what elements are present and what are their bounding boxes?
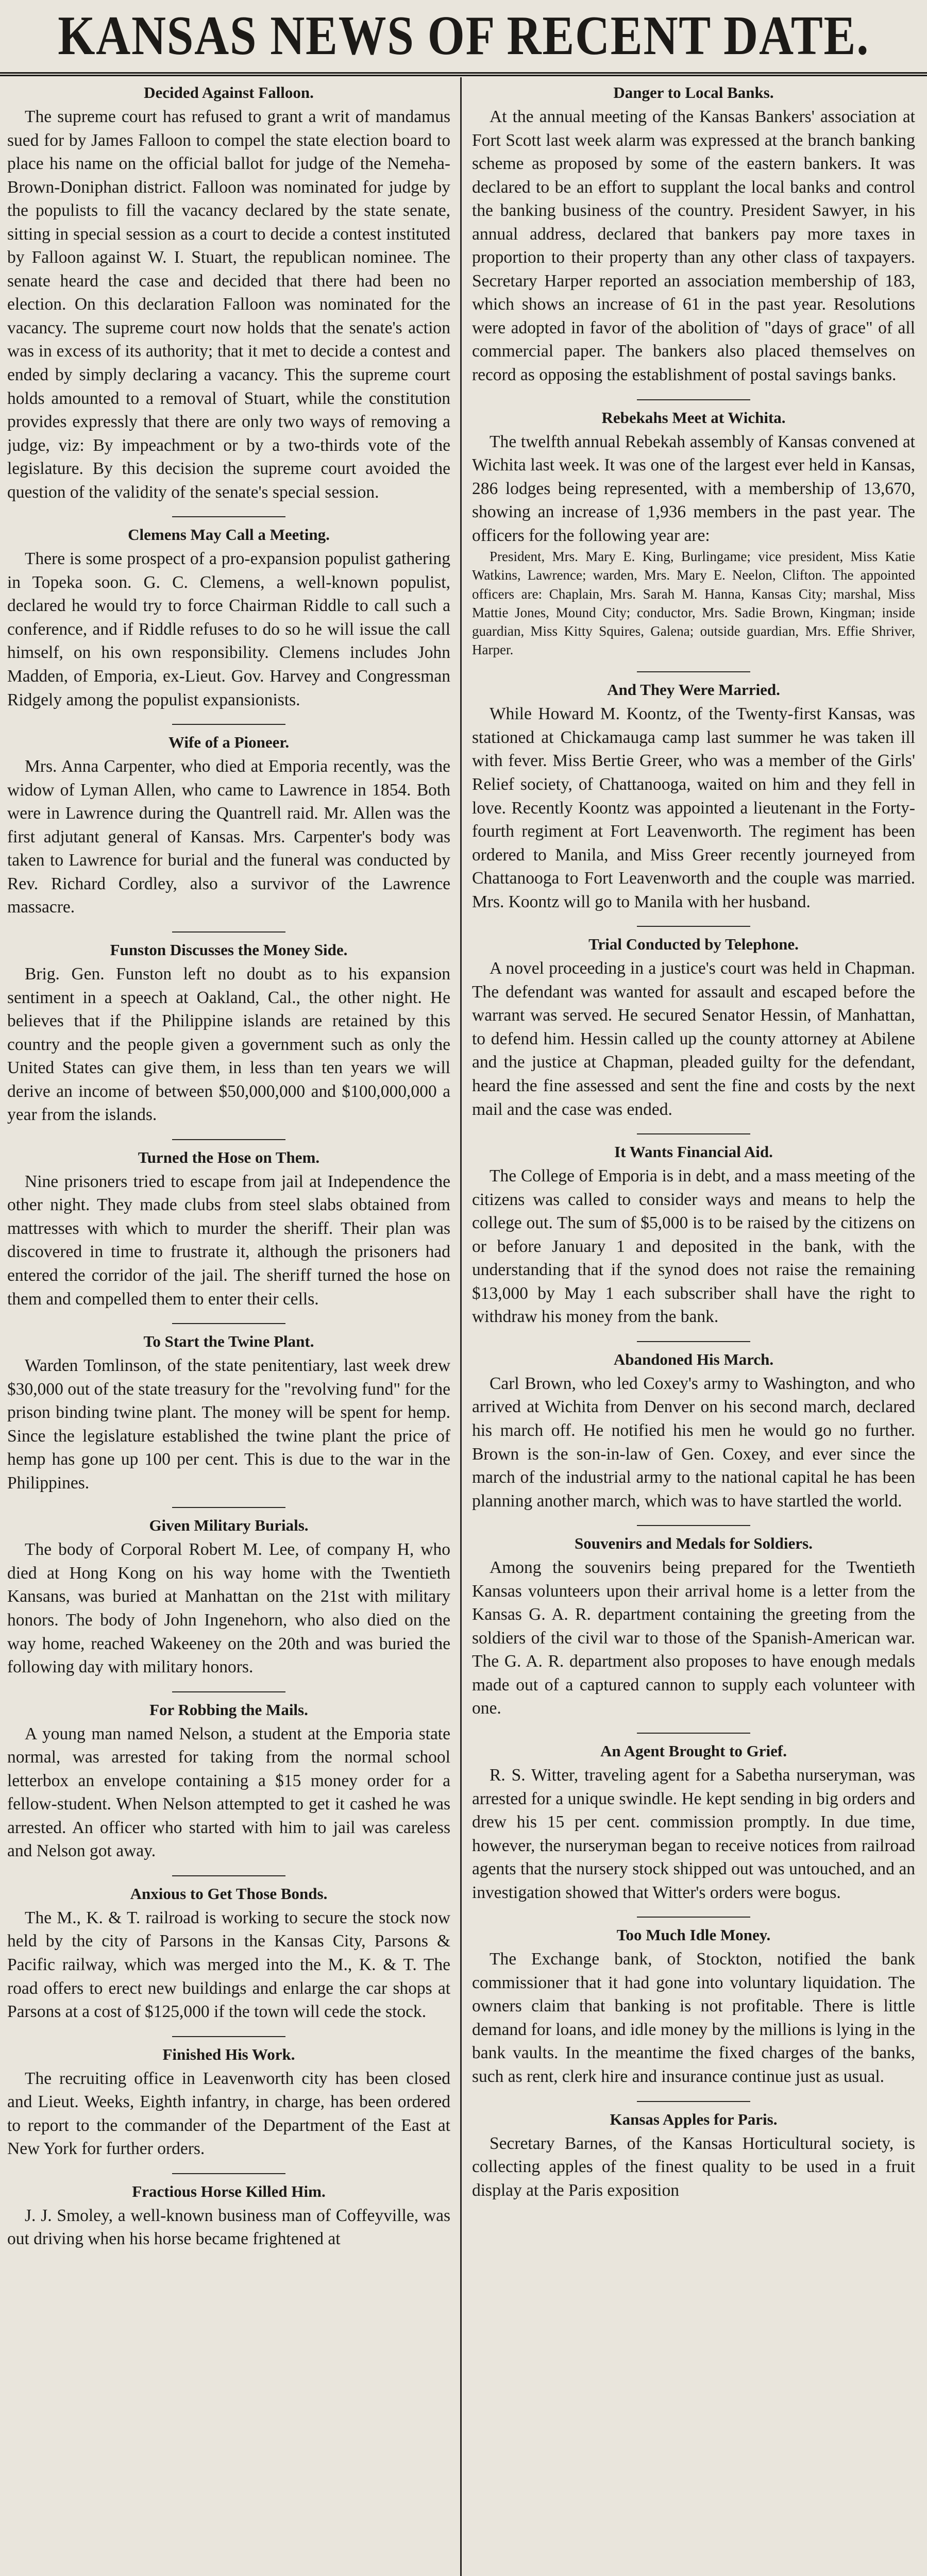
article-headline: Clemens May Call a Meeting. bbox=[128, 526, 330, 544]
article-separator bbox=[172, 2036, 285, 2037]
article-body: While Howard M. Koontz, of the Twenty-first Kansas, was stationed at Chickamauga camp last summer he was taken ill with fever. Miss Bertie Greer, who was a member of the Girls' Relief society, of Chattanooga, waited on him and they fell in love. Recently Koontz was appointed a lieutenant in the Forty-fourth regiment at Fort Leavenworth. The regiment has been ordered to Manila, and Miss Greer recently journeyed from Chattanooga to Fort Leavenworth and the couple was married. Mrs. Koontz will go to Manila with her husband. bbox=[472, 704, 915, 911]
article-body: The M., K. & T. railroad is working to secure the stock now held by the city of Parsons in the Kansas City, Parsons & Pacific railway, which was merged into the M., K. & T. The road offers to erect new buildings and enlarge the car shops at Parsons at a cost of $125,000 if the town will cede the stock. bbox=[7, 1908, 450, 2022]
article-headline: Funston Discusses the Money Side. bbox=[110, 940, 348, 959]
article-body: The College of Emporia is in debt, and a mass meeting of the citizens was called to consider ways and means to help the college out. The sum of $5,000 is to be raised by the citizens on or before January 1 and deposited in the bank, with the understanding that if the synod does not raise the remaining $13,000 by May 1 each subscriber shall have the right to withdraw his money from the bank. bbox=[472, 1166, 915, 1327]
article-headline: Danger to Local Banks. bbox=[613, 83, 774, 101]
article-body: A young man named Nelson, a student at the Emporia state normal, was arrested for taking from the normal school letterbox an envelope containing a $15 money order for a fellow-student. When Nelson attempted to get it cashed he was arrested. An officer who started with him to jail was careless and Nelson got away. bbox=[7, 1724, 450, 1861]
article-body: The twelfth annual Rebekah assembly of Kansas convened at Wichita last week. It was one of the largest ever held in Kansas, 286 lodges being represented, with a membership of 13,670, showing an increase of 1,936 members in the past year. The officers for the following year are: bbox=[472, 432, 915, 545]
article bbox=[7, 1885, 450, 2024]
article-body: There is some prospect of a pro-expansion populist gathering in Topeka soon. G. C. Clemens, a well-known populist, declared he would try to force Chairman Riddle to call such a conference, and if Riddle refuses to do so he will issue the call himself, on his own responsibility. Clemens includes John Madden, of Emporia, ex-Lieut. Gov. Harvey and Congressman Ridgely among the populist expansionists. bbox=[7, 549, 450, 709]
article-headline: Kansas Apples for Paris. bbox=[610, 2110, 778, 2128]
left-column bbox=[7, 81, 450, 2576]
article-separator bbox=[637, 1341, 750, 1342]
article-body: Carl Brown, who led Coxey's army to Washington, and who arrived at Wichita from Denver on his second march, declared his march off. He notified his men he would go no further. Brown is the son-in-law of Gen. Coxey, and ever since the march of the industrial army to the national capital he has been planning another march, which was to have startled the world. bbox=[472, 1374, 915, 1511]
article-separator bbox=[172, 931, 285, 933]
article-separator bbox=[637, 2101, 750, 2102]
article-separator bbox=[637, 926, 750, 927]
article-headline: Finished His Work. bbox=[162, 2045, 295, 2063]
article-headline: To Start the Twine Plant. bbox=[143, 1332, 314, 1351]
article-separator bbox=[172, 724, 285, 725]
article-headline: Turned the Hose on Them. bbox=[138, 1148, 320, 1166]
article bbox=[7, 1516, 450, 1679]
article-body: The Exchange bank, of Stockton, notified the bank commissioner that it had gone into voluntary liquidation. The owners claim that banking is not profitable. There is little demand for loans, and idle money by the millions is lying in the bank vaults. In the meantime the fixed charges of the banks, such as rent, clerk hire and insurance continue just as usual. bbox=[472, 1950, 915, 2087]
article bbox=[7, 526, 450, 711]
article-headline: Anxious to Get Those Bonds. bbox=[130, 1884, 328, 1903]
article-body: The body of Corporal Robert M. Lee, of company H, who died at Hong Kong on his way home with the Twentieth Kansans, was buried at Manhattan on the 21st with military honors. The body of John Ingenehorn, who also died on the way home, reached Wakeeney on the 20th and was buried the following day with military honors. bbox=[7, 1540, 450, 1677]
article-body: At the annual meeting of the Kansas Bankers' association at Fort Scott last week alarm was expressed at the branch banking scheme as proposed by some of the eastern bankers. It was declared to be an effort to supplant the local banks and control the banking business of the country. President Sawyer, in his annual address, declared that bankers pay more taxes in proportion to their property than any other class of taxpayers. Secretary Harper reported an association membership of 183, which shows an increase of 61 in the past year. Resolutions were adopted in favor of the abolition of "days of grace" of all commercial paper. The bankers also placed themselves on record as opposing the establishment of postal savings banks. bbox=[472, 107, 915, 385]
masthead bbox=[0, 0, 927, 76]
article-body: R. S. Witter, traveling agent for a Sabetha nurseryman, was arrested for a unique swindle. He kept sending in big orders and drew his 15 per cent. commission promptly. In due time, however, the nurseryman began to receive notices from railroad agents that the nursery stock shipped out was untouched, and an investigation showed that Witter's orders were bogus. bbox=[472, 1766, 915, 1902]
article-body: J. J. Smoley, a well-known business man of Coffeyville, was out driving when his horse became frightened at bbox=[7, 2206, 450, 2249]
article-officers-list: President, Mrs. Mary E. King, Burlingame; vice president, Miss Katie Watkins, Lawrence; warden, Mrs. Mary E. Neelon, Clifton. The appointed officers are: Chaplain, Mrs. Sarah M. Hanna, Kansas City; marshal, Miss Mattie Jones, Mound City; conductor, Mrs. Sadie Brown, Kingman; inside guardian, Miss Kitty Squires, Galena; outside guardian, Mrs. Effie Shriver, Harper. bbox=[472, 549, 915, 658]
article-headline: Fractious Horse Killed Him. bbox=[132, 2182, 326, 2200]
article-body: Brig. Gen. Funston left no doubt as to his expansion sentiment in a speech at Oakland, Cal., the other night. He believes that if the Philippine islands are retained by this country and the people given a government such as only the United States can give them, in less than ten years we will derive an income of between $50,000,000 and $100,000,000 a year from the islands. bbox=[7, 964, 450, 1125]
article-separator bbox=[172, 1139, 285, 1140]
article-separator bbox=[637, 1733, 750, 1734]
right-column bbox=[472, 81, 915, 2576]
article-headline: Too Much Idle Money. bbox=[616, 1926, 771, 1944]
article bbox=[472, 83, 915, 387]
column-divider bbox=[460, 77, 462, 2576]
article bbox=[7, 941, 450, 1127]
article-body: The supreme court has refused to grant a writ of mandamus sued for by James Falloon to compel the state election board to place his name on the official ballot for judge of the Nemeha-Brown-Doniphan district. Falloon was nominated for judge by the populists to fill the vacancy declared by the state senate, sitting in special session as a court to decide a contest instituted by Falloon against W. I. Stuart, the republican nominee. The senate heard the case and decided that there had been no election. On this declaration Falloon was nominated for the vacancy. The supreme court now holds that the senate's action was in excess of its authority; that it met to decide a contest and ended by simply declaring a vacancy. This the supreme court holds amounted to a removal of Stuart, while the constitution provides expressly that there are only two ways of removing a judge, viz: By impeachment or by a two-thirds vote of the legislature. By this decision the supreme court avoided the question of the validity of the senate's special session. bbox=[7, 107, 450, 502]
article-separator bbox=[172, 2173, 285, 2174]
article-headline: Wife of a Pioneer. bbox=[168, 733, 290, 752]
article-headline: Abandoned His March. bbox=[613, 1350, 774, 1368]
article-body: Among the souvenirs being prepared for the Twentieth Kansas volunteers upon their arrival home is a letter from the Kansas G. A. R. department containing the greeting from the soldiers of the civil war to those of the Spanish-American war. The G. A. R. department also proposes to have enough medals made out of a captured cannon to supply each volunteer with one. bbox=[472, 1558, 915, 1718]
article bbox=[7, 83, 450, 504]
article bbox=[7, 1148, 450, 1311]
article-separator bbox=[637, 671, 750, 672]
article-headline: Rebekahs Meet at Wichita. bbox=[601, 408, 786, 427]
article-separator bbox=[172, 1507, 285, 1508]
article-headline: For Robbing the Mails. bbox=[149, 1700, 308, 1719]
article bbox=[472, 1534, 915, 1720]
article bbox=[7, 1332, 450, 1495]
article-headline: And They Were Married. bbox=[607, 681, 780, 699]
article-separator bbox=[637, 1525, 750, 1526]
article-separator bbox=[172, 1875, 285, 1876]
page-title: KANSAS NEWS OF RECENT DATE. bbox=[58, 5, 869, 66]
article bbox=[7, 733, 450, 919]
article bbox=[472, 1143, 915, 1329]
article-headline: Trial Conducted by Telephone. bbox=[588, 935, 799, 954]
article bbox=[472, 1926, 915, 2088]
article bbox=[472, 409, 915, 659]
article-separator bbox=[172, 1691, 285, 1692]
article bbox=[472, 681, 915, 913]
article bbox=[472, 2110, 915, 2202]
article bbox=[472, 935, 915, 1121]
article-headline: Given Military Burials. bbox=[149, 1516, 309, 1535]
article-separator bbox=[637, 1917, 750, 1918]
article bbox=[472, 1350, 915, 1513]
article bbox=[7, 1701, 450, 1863]
article-headline: Decided Against Falloon. bbox=[144, 83, 314, 101]
article-body: Secretary Barnes, of the Kansas Horticultural society, is collecting apples of the finest quality to be used in a fruit display at the Paris exposition bbox=[472, 2133, 915, 2200]
article-body: Warden Tomlinson, of the state penitentiary, last week drew $30,000 out of the state treasury for the "revolving fund" for the prison binding twine plant. The money will be spent for hemp. Since the legislature established the twine plant the price of hemp has gone up 100 per cent. This is due to the war in the Philippines. bbox=[7, 1356, 450, 1493]
article-headline: It Wants Financial Aid. bbox=[614, 1143, 773, 1161]
article-separator bbox=[172, 516, 285, 517]
article-separator bbox=[172, 1323, 285, 1324]
article-body: Mrs. Anna Carpenter, who died at Emporia recently, was the widow of Lyman Allen, who came to Lawrence in 1854. Both were in Lawrence during the Quantrell raid. Mr. Allen was the first adjutant general of Kansas. Mrs. Carpenter's body was taken to Lawrence for burial and the funeral was conducted by Rev. Richard Cordley, also a survivor of the Lawrence massacre. bbox=[7, 757, 450, 917]
article-headline: An Agent Brought to Grief. bbox=[600, 1742, 787, 1760]
article bbox=[7, 2045, 450, 2161]
article-separator bbox=[637, 1133, 750, 1134]
article-body: The recruiting office in Leavenworth city has been closed and Lieut. Weeks, Eighth infantry, in charge, has been ordered to report to the commander of the Department of the East at New York for further orders. bbox=[7, 2069, 450, 2159]
article bbox=[472, 1742, 915, 1904]
article-headline: Souvenirs and Medals for Soldiers. bbox=[575, 1534, 813, 1553]
article-separator bbox=[637, 399, 750, 400]
article bbox=[7, 2182, 450, 2251]
article-body: Nine prisoners tried to escape from jail at Independence the other night. They made clubs from steel slabs obtained from mattresses with which to murder the sheriff. Their plan was discovered in time to frustrate it, although the prisoners had entered the corridor of the jail. The sheriff turned the hose on them and compelled them to enter their cells. bbox=[7, 1172, 450, 1309]
article-body: A novel proceeding in a justice's court was held in Chapman. The defendant was wanted for assault and escaped before the warrant was served. He secured Senator Hessin, of Manhattan, to defend him. Hessin called up the county attorney at Abilene and the justice at Chapman, pleaded guilty for the defendant, heard the fine assessed and sent the fine and costs by the next mail and the case was ended. bbox=[472, 959, 915, 1119]
